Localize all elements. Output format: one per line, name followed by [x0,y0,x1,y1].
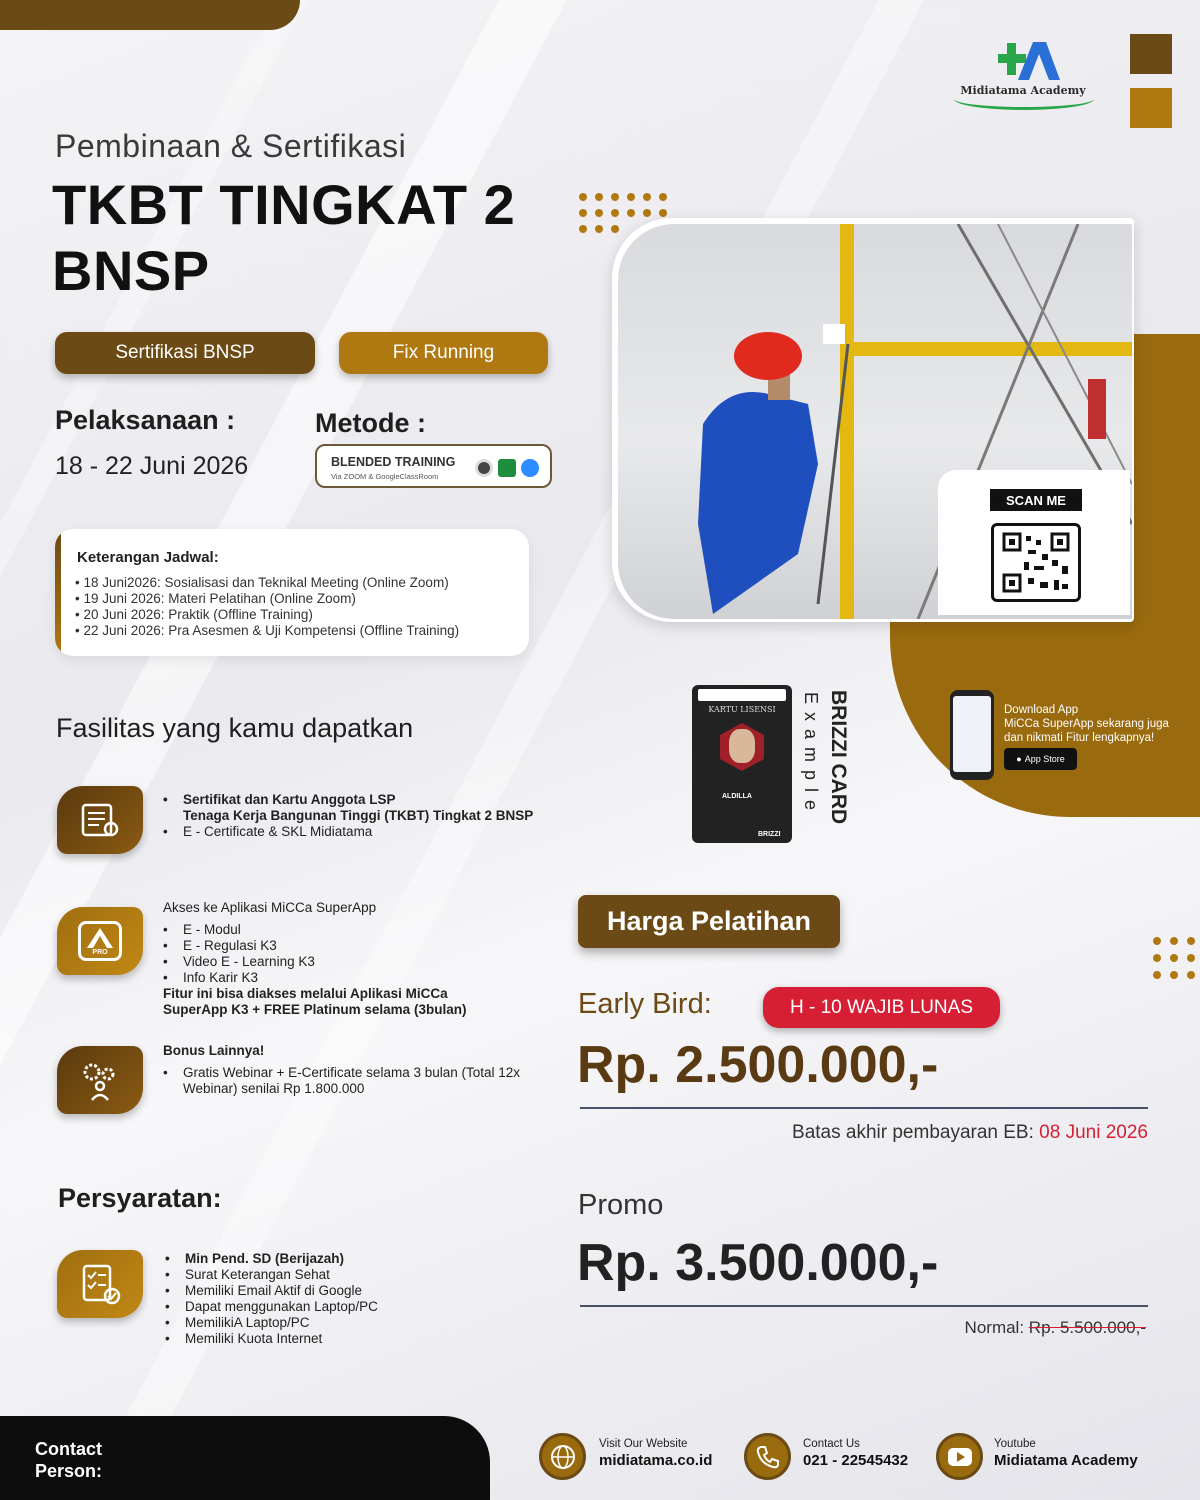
cert-badge: Sertifikasi BNSP [55,332,315,374]
website-label: Visit Our Website [599,1438,688,1450]
requirement-item: • Min Pend. SD (Berijazah) [165,1251,378,1267]
zoom-app-icon [475,459,493,477]
page-title [52,172,515,304]
requirements-list [165,1251,378,1347]
training-dates: 18 - 22 Juni 2026 [55,452,249,480]
facility-item: • E - Regulasi K3 [163,938,466,954]
youtube-label: Youtube [994,1438,1036,1450]
subtitle: Pembinaan & Sertifikasi [55,128,407,164]
schedule-item: • 22 Juni 2026: Pra Asesmen & Uji Kompetensi (Offline Training) [75,623,459,639]
schedule-item: • 19 Juni 2026: Materi Pelatihan (Online Zoom) [75,591,459,607]
normal-price-value: Rp. 5.500.000,- [1028,1318,1146,1337]
facility-item: • Video E - Learning K3 [163,954,466,970]
requirement-item: • Dapat menggunakan Laptop/PC [165,1299,378,1315]
pricing-heading: Harga Pelatihan [578,895,840,948]
schedule-list [75,575,459,639]
deadline-date: 08 Juni 2026 [1039,1122,1148,1143]
brizzi-card-image [692,685,792,843]
method-box [315,444,552,488]
qr-code[interactable] [991,523,1081,602]
divider [580,1107,1148,1109]
bonus-title: Bonus Lainnya! [163,1043,265,1058]
logo-mark-icon [948,40,1098,86]
facility-item: • E - Certificate & SKL Midiatama [163,824,533,840]
eb-deadline [792,1122,1148,1144]
brand-logo [948,40,1098,112]
logo-text: Midiatama Academy [960,84,1086,97]
normal-price [965,1318,1146,1338]
pro-label: PRO [92,949,108,956]
download-line: MiCCa SuperApp sekarang juga [1004,718,1169,730]
requirements-heading: Persyaratan: [58,1183,222,1213]
deadline-label: Batas akhir pembayaran EB: [792,1122,1034,1143]
phone-label: Contact Us [803,1438,860,1450]
facility-app-text [163,900,466,1018]
title-line: TKBT TINGKAT 2 [52,173,516,236]
website-link[interactable]: midiatama.co.id [599,1452,713,1469]
scan-label: SCAN ME [990,489,1082,511]
method-title: BLENDED TRAINING [331,455,456,469]
early-bird-label: Early Bird: [578,988,712,1020]
facilities-heading: Fasilitas yang kamu dapatkan [56,713,414,743]
apple-icon: ● [1016,754,1022,764]
facility-note: Fitur ini bisa diakses melalui Aplikasi MiCCa [163,986,448,1001]
early-bird-price: Rp. 2.500.000,- [577,1036,939,1094]
facility-item: • Info Karir K3 [163,970,466,986]
promo-price: Rp. 3.500.000,- [577,1234,939,1292]
facility-item: • Sertifikat dan Kartu Anggota LSP Tenaga Kerja Bangunan Tinggi (TKBT) Tingkat 2 BNSP [163,792,533,824]
download-line: dan nikmati Fitur lengkapnya! [1004,732,1155,744]
bonus-gear-icon [57,1046,143,1114]
divider [580,1305,1148,1307]
facility-item: • E - Modul [163,922,466,938]
phone-mockup [950,690,994,780]
schedule-card [55,529,529,656]
payment-deadline-badge: H - 10 WAJIB LUNAS [763,987,1000,1028]
phone-icon[interactable] [744,1433,791,1480]
card-header: KARTU LISENSI [708,705,776,714]
brizzi-card-title: BRIZZI CARD [827,690,850,825]
facility-bonus-text [163,1043,520,1097]
decor-square [1130,34,1172,74]
youtube-icon[interactable] [936,1433,983,1480]
schedule-item: • 18 Juni2026: Sosialisasi dan Teknikal Meeting (Online Zoom) [75,575,459,591]
contact-person [35,1438,102,1482]
app-store-button[interactable] [1004,748,1077,770]
requirement-item: • Memiliki Email Aktif di Google [165,1283,378,1299]
schedule-item: • 20 Juni 2026: Praktik (Offline Training) [75,607,459,623]
micca-app-icon [57,907,143,975]
phone-number[interactable]: 021 - 22545432 [803,1452,909,1469]
card-name: ALDILLA [722,793,752,800]
corner-shape [0,0,300,30]
certificate-icon [57,786,143,854]
brizzi-card-sub: Example [801,692,821,819]
promo-label: Promo [578,1189,664,1221]
facility-item: • Gratis Webinar + E-Certificate selama 3 bulan (Total 12x Webinar) senilai Rp 1.800.000 [163,1065,520,1097]
app-store-label: App Store [1024,754,1065,764]
requirement-item: • MemilikiA Laptop/PC [165,1315,378,1331]
running-badge: Fix Running [339,332,548,374]
contact-line: Person: [35,1461,103,1481]
schedule-title: Keterangan Jadwal: [77,549,219,566]
decor-dots [1153,937,1200,979]
requirement-item: • Memiliki Kuota Internet [165,1331,378,1347]
facility-intro: Akses ke Aplikasi MiCCa SuperApp [163,900,377,915]
normal-label: Normal: [964,1318,1025,1337]
decor-square [1130,88,1172,128]
facility-certificate-text [163,792,533,840]
method-sub: Via ZOOM & GoogleClassRoom [331,472,439,481]
metode-label: Metode : [315,408,426,438]
youtube-channel[interactable]: Midiatama Academy [994,1452,1138,1469]
download-line: Download App [1004,704,1079,716]
download-text [1004,703,1169,745]
zoom-icon [521,459,539,477]
checklist-icon [57,1250,143,1318]
facility-note: SuperApp K3 + FREE Platinum selama (3bulan) [163,1002,467,1017]
google-classroom-icon [498,459,516,477]
pelaksanaan-label: Pelaksanaan : [55,405,236,435]
contact-line: Contact [35,1439,102,1459]
website-icon[interactable] [539,1433,586,1480]
card-brand: BRIZZI [758,831,781,838]
requirement-item: • Surat Keterangan Sehat [165,1267,378,1283]
title-line: BNSP [52,239,210,302]
